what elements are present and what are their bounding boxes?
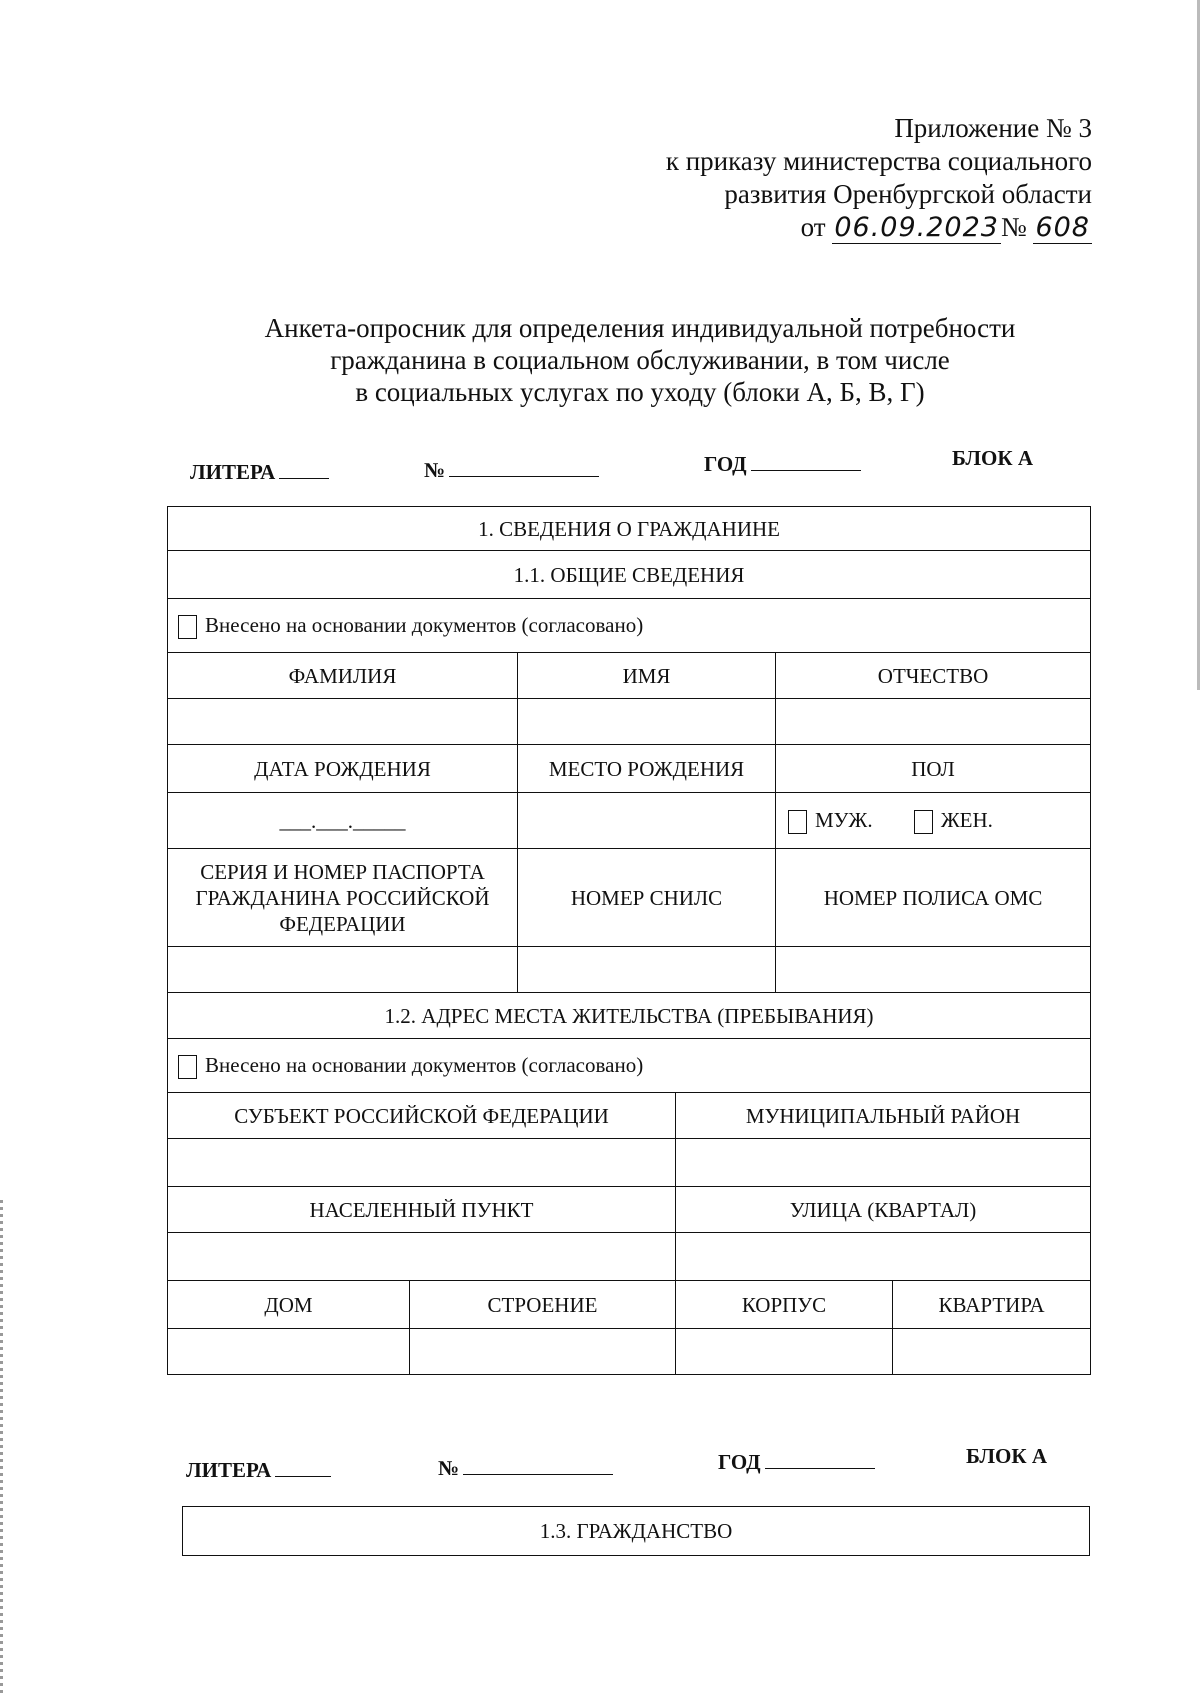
section-1-2-title: 1.2. АДРЕС МЕСТА ЖИТЕЛЬСТВА (ПРЕБЫВАНИЯ)	[168, 993, 1091, 1039]
docs-agreed-row	[168, 599, 1091, 653]
header2-block: БЛОК А	[966, 1444, 1047, 1468]
section-1-1-title: 1.1. ОБЩИЕ СВЕДЕНИЯ	[168, 551, 1091, 599]
annex-number-handwritten: 608	[1035, 212, 1090, 243]
house-field[interactable]	[168, 1329, 410, 1375]
title-line-2: гражданина в социальном обслуживании, в том числе	[330, 345, 950, 375]
gender-options	[776, 793, 1091, 849]
header2-number-field[interactable]	[463, 1472, 613, 1475]
passport-field[interactable]	[168, 947, 518, 993]
annex-number-prefix: №	[1000, 212, 1027, 242]
building-field[interactable]	[410, 1329, 676, 1375]
docs-agreed-row-2	[168, 1039, 1091, 1093]
gender-label: ПОЛ	[776, 745, 1091, 793]
birth-place-label: МЕСТО РОЖДЕНИЯ	[518, 745, 776, 793]
block-field[interactable]	[676, 1329, 893, 1375]
header2-litera-field[interactable]	[275, 1474, 331, 1477]
surname-label: ФАМИЛИЯ	[168, 653, 518, 699]
section-1-3-label: 1.3. ГРАЖДАНСТВО	[539, 1518, 733, 1543]
section-1-title: 1. СВЕДЕНИЯ О ГРАЖДАНИНЕ	[168, 507, 1091, 551]
header2-number	[438, 1456, 613, 1481]
name-label: ИМЯ	[518, 653, 776, 699]
annex-from-prefix: от	[800, 212, 826, 242]
docs-agreed-checkbox-2[interactable]	[178, 1055, 197, 1079]
patronymic-label: ОТЧЕСТВО	[776, 653, 1091, 699]
region-label: СУБЪЕКТ РОССИЙСКОЙ ФЕДЕРАЦИИ	[168, 1093, 676, 1139]
title-line-1: Анкета-опросник для определения индивидуальной потребности	[264, 313, 1016, 343]
block-label: КОРПУС	[676, 1281, 893, 1329]
building-label: СТРОЕНИЕ	[410, 1281, 676, 1329]
docs-agreed-label-2: Внесено на основании документов (согласовано)	[205, 1052, 644, 1077]
docs-agreed-label: Внесено на основании документов (согласовано)	[205, 612, 644, 637]
male-label: МУЖ.	[815, 807, 873, 832]
region-field[interactable]	[168, 1139, 676, 1187]
surname-field[interactable]	[168, 699, 518, 745]
scan-edge-left	[0, 1200, 3, 1697]
female-checkbox[interactable]	[914, 810, 933, 834]
header-number-field[interactable]	[449, 474, 599, 477]
header2-year	[718, 1450, 875, 1475]
header-year-field[interactable]	[751, 468, 861, 471]
header-litera-field[interactable]	[279, 476, 329, 479]
citizen-info-table	[167, 506, 1091, 1375]
header-block: БЛОК А	[952, 446, 1033, 470]
section-1-3-title	[182, 1506, 1090, 1556]
birth-date-label: ДАТА РОЖДЕНИЯ	[168, 745, 518, 793]
title-line-3: в социальных услугах по уходу (блоки А, Б, В, Г)	[355, 377, 925, 407]
header-year	[704, 452, 861, 477]
birth-place-field[interactable]	[518, 793, 776, 849]
apartment-field[interactable]	[893, 1329, 1091, 1375]
street-label: УЛИЦА (КВАРТАЛ)	[676, 1187, 1091, 1233]
name-field[interactable]	[518, 699, 776, 745]
header2-year-label: ГОД	[718, 1450, 761, 1474]
header2-number-label: №	[438, 1456, 460, 1480]
oms-field[interactable]	[776, 947, 1091, 993]
header2-litera-label: ЛИТЕРА	[186, 1458, 272, 1482]
district-field[interactable]	[676, 1139, 1091, 1187]
annex-line-3: развития Оренбургской области	[724, 179, 1092, 209]
header-number	[424, 458, 599, 483]
annex-line-4	[666, 211, 1092, 244]
district-label: МУНИЦИПАЛЬНЫЙ РАЙОН	[676, 1093, 1091, 1139]
annex-line-1: Приложение № 3	[894, 113, 1092, 143]
header-year-label: ГОД	[704, 452, 747, 476]
annex-block	[666, 112, 1092, 244]
header2-litera	[186, 1458, 331, 1483]
birth-date-field[interactable]: ___.___._____	[168, 793, 518, 849]
oms-label: НОМЕР ПОЛИСА ОМС	[776, 849, 1091, 947]
annex-date-handwritten: 06.09.2023	[834, 212, 999, 243]
male-checkbox[interactable]	[788, 810, 807, 834]
snils-label: НОМЕР СНИЛС	[518, 849, 776, 947]
snils-field[interactable]	[518, 947, 776, 993]
street-field[interactable]	[676, 1233, 1091, 1281]
header-litera-label: ЛИТЕРА	[190, 460, 276, 484]
passport-label: СЕРИЯ И НОМЕР ПАСПОРТА ГРАЖДАНИНА РОССИЙСКОЙ ФЕДЕРАЦИИ	[168, 849, 518, 947]
header-litera	[190, 460, 329, 485]
apartment-label: КВАРТИРА	[893, 1281, 1091, 1329]
patronymic-field[interactable]	[776, 699, 1091, 745]
docs-agreed-checkbox[interactable]	[178, 615, 197, 639]
female-label: ЖЕН.	[940, 807, 993, 832]
locality-label: НАСЕЛЕННЫЙ ПУНКТ	[168, 1187, 676, 1233]
header2-year-field[interactable]	[765, 1466, 875, 1469]
house-label: ДОМ	[168, 1281, 410, 1329]
annex-line-2: к приказу министерства социального	[665, 146, 1092, 176]
locality-field[interactable]	[168, 1233, 676, 1281]
document-title	[200, 312, 1080, 408]
header-number-label: №	[424, 458, 446, 482]
